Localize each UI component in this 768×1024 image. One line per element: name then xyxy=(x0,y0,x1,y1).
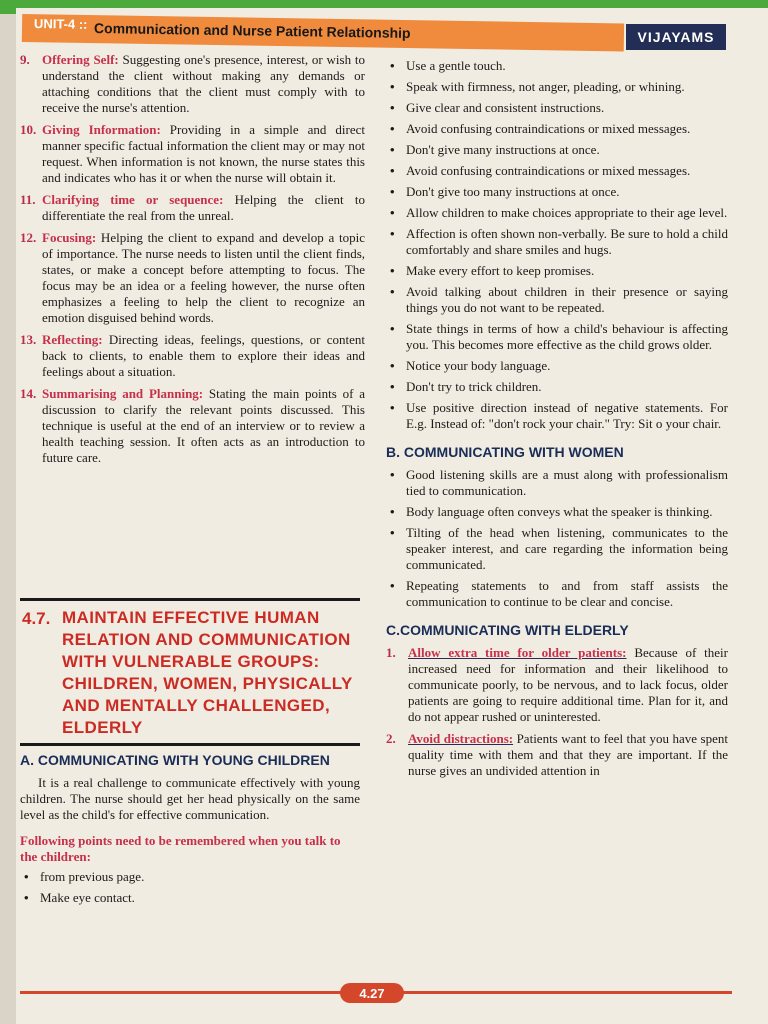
section-a-intro: It is a real challenge to communicate effectively with young children. The nurse should get her head physically on the same level as the child's for effective communication. xyxy=(20,775,360,822)
item-desc: Directing ideas, feelings, questions, or content back to clients, to enable them to explore their ideas and feelings about a situation. xyxy=(42,332,365,379)
item-number: 14. xyxy=(20,386,37,401)
list-item: • Don't try to trick children. xyxy=(386,379,728,395)
section-number: 4.7. xyxy=(22,609,51,628)
list-item xyxy=(20,52,365,116)
item-term: Focusing: xyxy=(42,230,97,245)
item-desc: Providing in a simple and direct manner specific factual information the client may or may not request. When information is not known, the nurse states this and indicates who has it or when the nurse will obtain it. xyxy=(42,122,365,185)
list-item xyxy=(386,731,728,779)
list-item: • Use positive direction instead of negative statements. For E.g. Instead of: "don't rock your chair." Try: Sit o your chair. xyxy=(386,400,728,432)
item-term: Summarising and Planning: xyxy=(42,386,204,401)
list-item: • Make every effort to keep promises. xyxy=(386,263,728,279)
list-item: • Don't give many instructions at once. xyxy=(386,142,728,158)
section-c-title: C.COMMUNICATING WITH ELDERLY xyxy=(386,622,629,638)
list-item xyxy=(386,645,728,725)
list-item: • Notice your body language. xyxy=(386,358,728,374)
right-column xyxy=(386,58,728,785)
item-text xyxy=(408,731,728,779)
list-item: • Allow children to make choices appropriate to their age level. xyxy=(386,205,728,221)
section-a-title: A. COMMUNICATING WITH YOUNG CHILDREN xyxy=(20,752,330,768)
list-item: • State things in terms of how a child's behaviour is affecting you. This becomes more effective as the child grows older. xyxy=(386,321,728,353)
unit-title: Communication and Nurse Patient Relationship xyxy=(93,20,411,41)
item-number: 9. xyxy=(20,52,30,67)
item-text xyxy=(408,645,728,725)
item-number: 1. xyxy=(386,645,396,660)
item-desc: Patients want to feel that you have spent quality time with them and that they are important. If the nurse gives an undivided attention in xyxy=(408,731,728,778)
section-b-bullets xyxy=(386,467,728,610)
list-item: • Speak with firmness, not anger, pleading, or whining. xyxy=(386,79,728,95)
item-text xyxy=(42,386,365,466)
list-item: • Affection is often shown non-verbally. Be sure to hold a child comfortably and share smiles and hugs. xyxy=(386,226,728,258)
section-heading-box xyxy=(20,598,360,746)
page-number: 4.27 xyxy=(340,983,404,1003)
list-item: • Repeating statements to and from staff assists the communication to continue to be clear and concise. xyxy=(386,578,728,610)
list-item: • Avoid confusing contraindications or mixed messages. xyxy=(386,163,728,179)
item-term: Giving Information: xyxy=(42,122,161,137)
item-term: Offering Self: xyxy=(42,52,119,67)
brand-badge: VIJAYAMS xyxy=(626,24,726,50)
list-item xyxy=(20,230,365,326)
list-item xyxy=(20,332,365,380)
item-text xyxy=(42,52,365,116)
item-text xyxy=(42,192,365,224)
list-item: • Tilting of the head when listening, communicates to the speaker interest, and care regarding the information being communicated. xyxy=(386,525,728,573)
item-number: 11. xyxy=(20,192,36,207)
item-term: Avoid distractions: xyxy=(408,731,514,746)
item-text xyxy=(42,230,365,326)
unit-label: UNIT-4 :: xyxy=(33,16,88,32)
item-desc: Because of their increased need for information and their likelihood to communicate poorly, to be nervous, and to lack focus, older patients are going to require additional time. Plan for it, and do not appear rushed or uninterested. xyxy=(408,645,728,724)
list-item: • from previous page. xyxy=(20,869,360,885)
item-desc: Helping the client to expand and develop a topic of importance. The nurse needs to listen until the client finds, states, or make a concept before attempting to focus. The focus may be an idea or a feeling however, the nurse often emphasizes a feeling to help the client to recognize an emotion disguised behind words. xyxy=(42,230,365,325)
item-text xyxy=(42,122,365,186)
item-number: 12. xyxy=(20,230,37,245)
item-term: Clarifying time or sequence: xyxy=(42,192,224,207)
item-term: Reflecting: xyxy=(42,332,103,347)
item-number: 13. xyxy=(20,332,37,347)
list-item xyxy=(20,122,365,186)
item-text xyxy=(42,332,365,380)
item-desc: Suggesting one's presence, interest, or wish to understand the client without making any demands or attaching conditions that the client must comply with to receive the nurse's attention. xyxy=(42,52,366,115)
item-number: 10. xyxy=(20,122,37,137)
item-desc: Stating the main points of a discussion to clarify the relevant points discussed. This technique is useful at the end of an interview or to review a health teaching session. It often acts as an introduction to future care. xyxy=(42,386,366,465)
list-item: • Use a gentle touch. xyxy=(386,58,728,74)
list-item: • Avoid confusing contraindications or mixed messages. xyxy=(386,121,728,137)
children-tips-list xyxy=(386,58,728,432)
list-item: • Good listening skills are a must along with professionalism tied to communication. xyxy=(386,467,728,499)
list-item xyxy=(20,192,365,224)
section-heading: MAINTAIN EFFECTIVE HUMAN RELATION AND COMMUNICATION WITH VULNERABLE GROUPS: CHILDREN, WOMEN, PHYSICALLY AND MENTALLY CHALLENGED, ELDERLY xyxy=(62,608,353,737)
list-item: • Give clear and consistent instructions. xyxy=(386,100,728,116)
left-column xyxy=(20,52,365,472)
list-item: • Body language often conveys what the speaker is thinking. xyxy=(386,504,728,520)
list-item: • Avoid talking about children in their presence or saying things you do not want to be repeated. xyxy=(386,284,728,316)
section-a-bullets xyxy=(20,869,360,906)
list-item: • Make eye contact. xyxy=(20,890,360,906)
section-a xyxy=(20,752,360,911)
list-item: • Don't give too many instructions at once. xyxy=(386,184,728,200)
item-number: 2. xyxy=(386,731,396,746)
section-a-subhead: Following points need to be remembered when you talk to the children: xyxy=(20,833,341,864)
item-term: Allow extra time for older patients: xyxy=(408,645,627,660)
item-desc: Helping the client to differentiate the real from the unreal. xyxy=(42,192,365,223)
section-b-title: B. COMMUNICATING WITH WOMEN xyxy=(386,444,624,460)
list-item xyxy=(20,386,365,466)
